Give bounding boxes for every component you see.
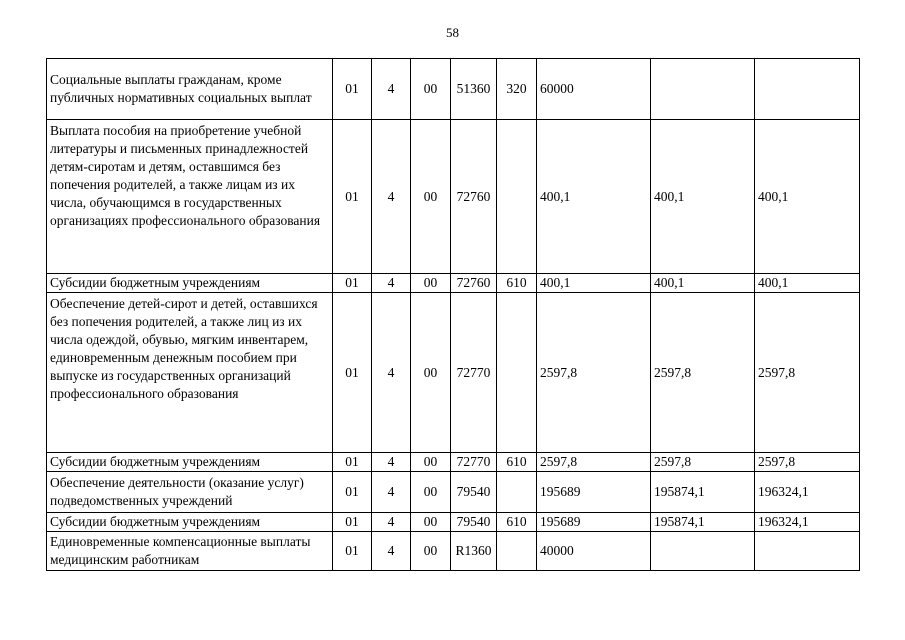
amount-year-2: 400,1 <box>651 274 755 293</box>
code-target: 51360 <box>451 59 497 120</box>
code-subsection: 4 <box>372 513 411 532</box>
table-row <box>47 532 860 571</box>
code-subsection: 4 <box>372 293 411 453</box>
code-subsection: 4 <box>372 120 411 274</box>
amount-year-3: 2597,8 <box>755 293 860 453</box>
code-section: 01 <box>333 472 372 513</box>
code-target: 72760 <box>451 274 497 293</box>
row-description: Субсидии бюджетным учреждениям <box>47 274 333 293</box>
amount-year-1: 195689 <box>537 513 651 532</box>
amount-year-3: 400,1 <box>755 120 860 274</box>
code-program: 00 <box>411 453 451 472</box>
table-row <box>47 513 860 532</box>
table-row <box>47 59 860 120</box>
code-section: 01 <box>333 513 372 532</box>
code-subsection: 4 <box>372 453 411 472</box>
table-row <box>47 293 860 453</box>
amount-year-2: 400,1 <box>651 120 755 274</box>
amount-year-3: 2597,8 <box>755 453 860 472</box>
budget-table <box>46 58 860 571</box>
amount-year-2 <box>651 59 755 120</box>
amount-year-2 <box>651 532 755 571</box>
code-subsection: 4 <box>372 472 411 513</box>
code-target: 72770 <box>451 293 497 453</box>
amount-year-3: 400,1 <box>755 274 860 293</box>
amount-year-1: 2597,8 <box>537 453 651 472</box>
table-row <box>47 120 860 274</box>
code-target: 72760 <box>451 120 497 274</box>
table-row <box>47 472 860 513</box>
code-expense-type: 320 <box>497 59 537 120</box>
amount-year-2: 195874,1 <box>651 513 755 532</box>
row-description: Обеспечение детей-сирот и детей, оставшихся без попечения родителей, а также лиц из их числа одеждой, обувью, мягким инвентарем, единовременным денежным пособием при выпуске из государственных организаций профессионального образования <box>47 293 333 453</box>
code-expense-type: 610 <box>497 453 537 472</box>
code-section: 01 <box>333 532 372 571</box>
code-program: 00 <box>411 274 451 293</box>
amount-year-1: 60000 <box>537 59 651 120</box>
amount-year-3 <box>755 532 860 571</box>
code-program: 00 <box>411 120 451 274</box>
page-number: 58 <box>446 25 459 40</box>
code-section: 01 <box>333 120 372 274</box>
code-expense-type <box>497 472 537 513</box>
code-expense-type: 610 <box>497 513 537 532</box>
amount-year-1: 195689 <box>537 472 651 513</box>
row-description: Субсидии бюджетным учреждениям <box>47 513 333 532</box>
row-description: Обеспечение деятельности (оказание услуг) подведомственных учреждений <box>47 472 333 513</box>
code-program: 00 <box>411 513 451 532</box>
amount-year-2: 2597,8 <box>651 453 755 472</box>
code-section: 01 <box>333 274 372 293</box>
amount-year-1: 400,1 <box>537 274 651 293</box>
code-section: 01 <box>333 453 372 472</box>
code-expense-type: 610 <box>497 274 537 293</box>
table-row <box>47 274 860 293</box>
row-description: Выплата пособия на приобретение учебной литературы и письменных принадлежностей детям-сиротам и детям, оставшимся без попечения родителей, а также лицам из их числа, обучающимся в государственных организациях профессионального образования <box>47 120 333 274</box>
code-expense-type <box>497 532 537 571</box>
code-expense-type <box>497 293 537 453</box>
code-program: 00 <box>411 293 451 453</box>
code-target: 72770 <box>451 453 497 472</box>
code-program: 00 <box>411 532 451 571</box>
code-subsection: 4 <box>372 274 411 293</box>
amount-year-1: 2597,8 <box>537 293 651 453</box>
amount-year-1: 40000 <box>537 532 651 571</box>
amount-year-1: 400,1 <box>537 120 651 274</box>
code-section: 01 <box>333 293 372 453</box>
code-expense-type <box>497 120 537 274</box>
code-subsection: 4 <box>372 59 411 120</box>
code-target: 79540 <box>451 513 497 532</box>
amount-year-3: 196324,1 <box>755 472 860 513</box>
row-description: Субсидии бюджетным учреждениям <box>47 453 333 472</box>
code-program: 00 <box>411 472 451 513</box>
amount-year-3: 196324,1 <box>755 513 860 532</box>
amount-year-2: 195874,1 <box>651 472 755 513</box>
table-row <box>47 453 860 472</box>
row-description: Единовременные компенсационные выплаты медицинским работникам <box>47 532 333 571</box>
code-program: 00 <box>411 59 451 120</box>
amount-year-3 <box>755 59 860 120</box>
code-subsection: 4 <box>372 532 411 571</box>
code-section: 01 <box>333 59 372 120</box>
code-target: 79540 <box>451 472 497 513</box>
row-description: Социальные выплаты гражданам, кроме публичных нормативных социальных выплат <box>47 59 333 120</box>
code-target: R1360 <box>451 532 497 571</box>
amount-year-2: 2597,8 <box>651 293 755 453</box>
